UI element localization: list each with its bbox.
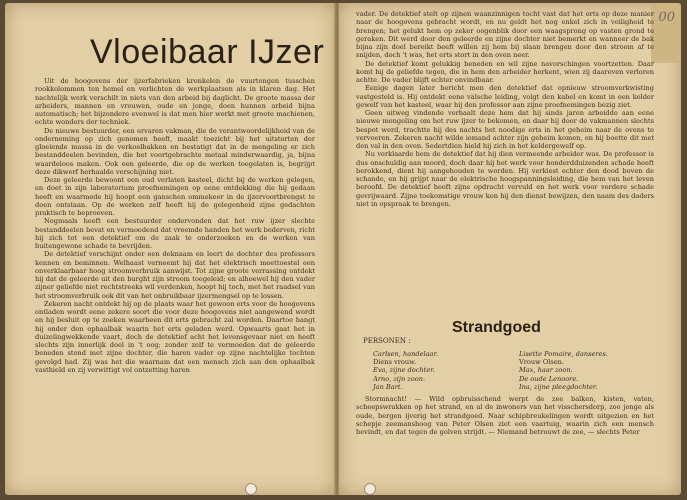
cast-list-left [373,350,438,391]
cast-entry: Max, haar zoon. [519,366,573,375]
handwritten-number: 00 [658,10,675,25]
cast-entry: Arno, zijn zoon. [373,374,426,383]
right-page [339,3,681,495]
paragraph: Zekeren nacht ontdekt hij op de plaats waar het gewoon erts voor de hoogovens ontladen wordt eene zekere soort die voor deze hoogovens niet aangewend wordt en hij besluit op te zoeken waarheen dit erts gebracht zal worden. Daartoe hangt hij onder den ophaalbak waarin het erts geladen werd. Opwaarts gaat het in duizelingwekkende vaart, doch de detektief acht het levensgevaar niet en heeft slechts zijn innerlijk doel in 't oog; zonder zelf te vermoeden dat de geleerde beneden stond met zijne dochter, die haren vader op zijne nachtelijke tochten gevolgd had. Zij was het die waarnam dat een mensch zich aan den ophaalbak vasthield en zij verwittigt vol ontzetting haren [35,299,315,374]
paragraph: Eenige dagen later bericht men den detektief dat opnieuw stroomverkwisting vastgesteld is. Hij ontdekt eene valsche leiding, volgt den kabel en komt in een kelder gewelf van het kasteel, waar hij den professor aan zijne proefnemingen bezig ziet. [356,84,654,109]
cast-entry: Diens vrouw. [373,358,417,367]
page-title: Vloeibaar IJzer [90,33,325,71]
section-body [356,395,654,436]
paragraph: Deze geleerde bewoont een oud verlaten kasteel, dicht bij de werken gelegen, en doet in zijn laboratorium proefnemingen op eene ontdekking die hij gedaan heeft en waarmede hij hoopt een ganschen ommekeer in de ijzervoortbrengst te doen ontstaan. Op de werken zelf heeft hij de gelegenheid zijne gedachten praktisch te beproeven. [35,176,315,217]
article-body [35,77,315,374]
paragraph: Uit de hoogovens der ijzerfabrieken kronkelen de vuurtongen tusschen rookkolommen ten hemel en verlichten de werkplaatsen als in klaren dag. Het nachtelijk werk verschilt in niets van den arbeid bij daglicht. De groote massa der arbeiders, mannen en vrouwen, oude en jonge, doen hunnen arbeid bijna automatisch; het bijzondere evenwel is dat men hier werkt met groote machienen, echte wonders der techniek. [35,77,315,127]
paragraph: De detektief verschijnt onder een deknaam en leert de dochter des professors kennen en beminnen. Welhaast verneemt hij dat het elektrisch meettoestel een onverklaarbaar hoog stroomverbruik aanwijst. Tot zijne groote verrassing ontdekt hij dat de geleerde uit den burght zijn stroom toegeleid; en alhoewel hij den vader zijner geliefde niet rechtstreeks wil verdenken, hoopt hij toch, met het raadsel van het stroomverbruik ook dit van het onbruikbaar ijzermengsel op te lossen. [35,250,315,300]
paragraph: Geen uitweg vindende verhaalt deze hem dat hij sinds jaren arbeidde aan eene nieuwe mengeling om het ruw ijzer te bekomen, en daar hij door de vakmannen slechts bespot werd, trachtte hij des nachts het noodige erts in het geheim naar de ovens te vervoeren. Zekeren nacht wilde iemand achter zijn geheim komen, en hij boette dit met den val in den oven. Sedertdien hield hij zich in het keldergewelf op. [356,109,654,150]
cast-entry: Carlsen, handelaar. [373,350,439,358]
paragraph: Nu verklaarde hem de detektief dat hij dien vermeende arbeider was. De professor is dus onschuldig aan moord, doch daar hij het werk voor honderdduizenden schade heeft berokkend, dient hij aangehouden te worden. Hij verkiest echter den dood boven de schande, en hij grijpt naar de elektrische hoogspanningsleiding, die hem van het leven beroofd. De detektief heeft zijne opdracht vervuld en het werk voor verdere schade gevrijwaard. Zijne toekomstige vrouw kon hij den dienst bewijzen, den naam des daders niet in opspraak te brengen. [356,150,654,208]
paragraph: De nieuwe bestuurder, een ervaren vakman, die de verantwoordelijkheid van de onderneming op zich genomen heeft, maakt toezicht bij het uitstorten der gloeiende massa in de verkoelbakken en bestatigt dat in de mengeling er zich bestanddeelen bevinden, die het voortgebrachte metaal minderwaardig, ja, bijna waardeloos maken. Ook een geleerde, die op de werken toegelaten is, begrijpt deze dikwerf herhaalde verschijning niet. [35,126,315,176]
paragraph: Stormnacht! — Wild opbruisschend werpt de zee balken, kisten, vaten, scheepswrakken op het strand, en al de inwoners van het visschersdorp, zoo jonge als oude, bergen ijverig het strandgoed. Naar schipbreukelingen wordt uitgezien en het schepje zeemanshoog van Peter Olsen ziet een vaartuig, waarin zich een mensch bevindt, en dat tegen de golven strijdt. — Niemand betrouwt de zee, — slechts Peter [356,395,654,436]
cast-entry: Lisette Pomaire, danseres. [519,350,608,358]
paragraph: Nogmaals heeft een bestuurder ondervonden dat het ruw ijzer slechte bestanddeelen bevat en vermoedend dat vreemde handen het werk bederven, richt hij zich tot een detektief om de zaak te onderzoeken en de werken van buitengewone schade te bevrijden. [35,217,315,250]
cast-entry: Ina, zijne pleegdochter. [519,382,598,391]
section-title: Strandgoed [452,319,541,336]
punch-hole [245,483,257,495]
cast-list-right [519,350,608,391]
cast-entry: Jan Bart. [373,382,403,391]
cast-heading: PERSONEN : [363,337,411,345]
cast-entry: Eva, zijne dochter. [373,366,435,375]
punch-hole [364,483,376,495]
paragraph: vader. De detektief stelt op zijnen waanzinnigen tocht vast dat het erts op deze manier naar de hoogovens gebracht wordt, en nu geldt het nog enkel zich in veiligheid te brengen; het gelukt hem op zeker oogenblik door een waagsprong op vasten grond te geraken. Dit werd door den geleerde en zijne dochter niet bemerkt en wanneer de bak bijna zijn doel bereikt beeft willen zij hem bij slaan brengen door den stroom af te snijden, doch 't was, het erts stort in den oven neer. [356,10,654,60]
cast-entry: Vrouw Olsen. [519,358,565,367]
paragraph: De detektief komt gelukkig beneden en wil zijne navorschingen voortzetten. Daar komt hij de geliefde tegen, die in hem den arbeider herkent, wien zij daareven verloren achtte. De vader blijft echter onvindbaar. [356,59,654,84]
article-body [356,10,654,208]
cast-entry: De oude Lenoore. [519,374,579,383]
left-page [5,3,335,495]
